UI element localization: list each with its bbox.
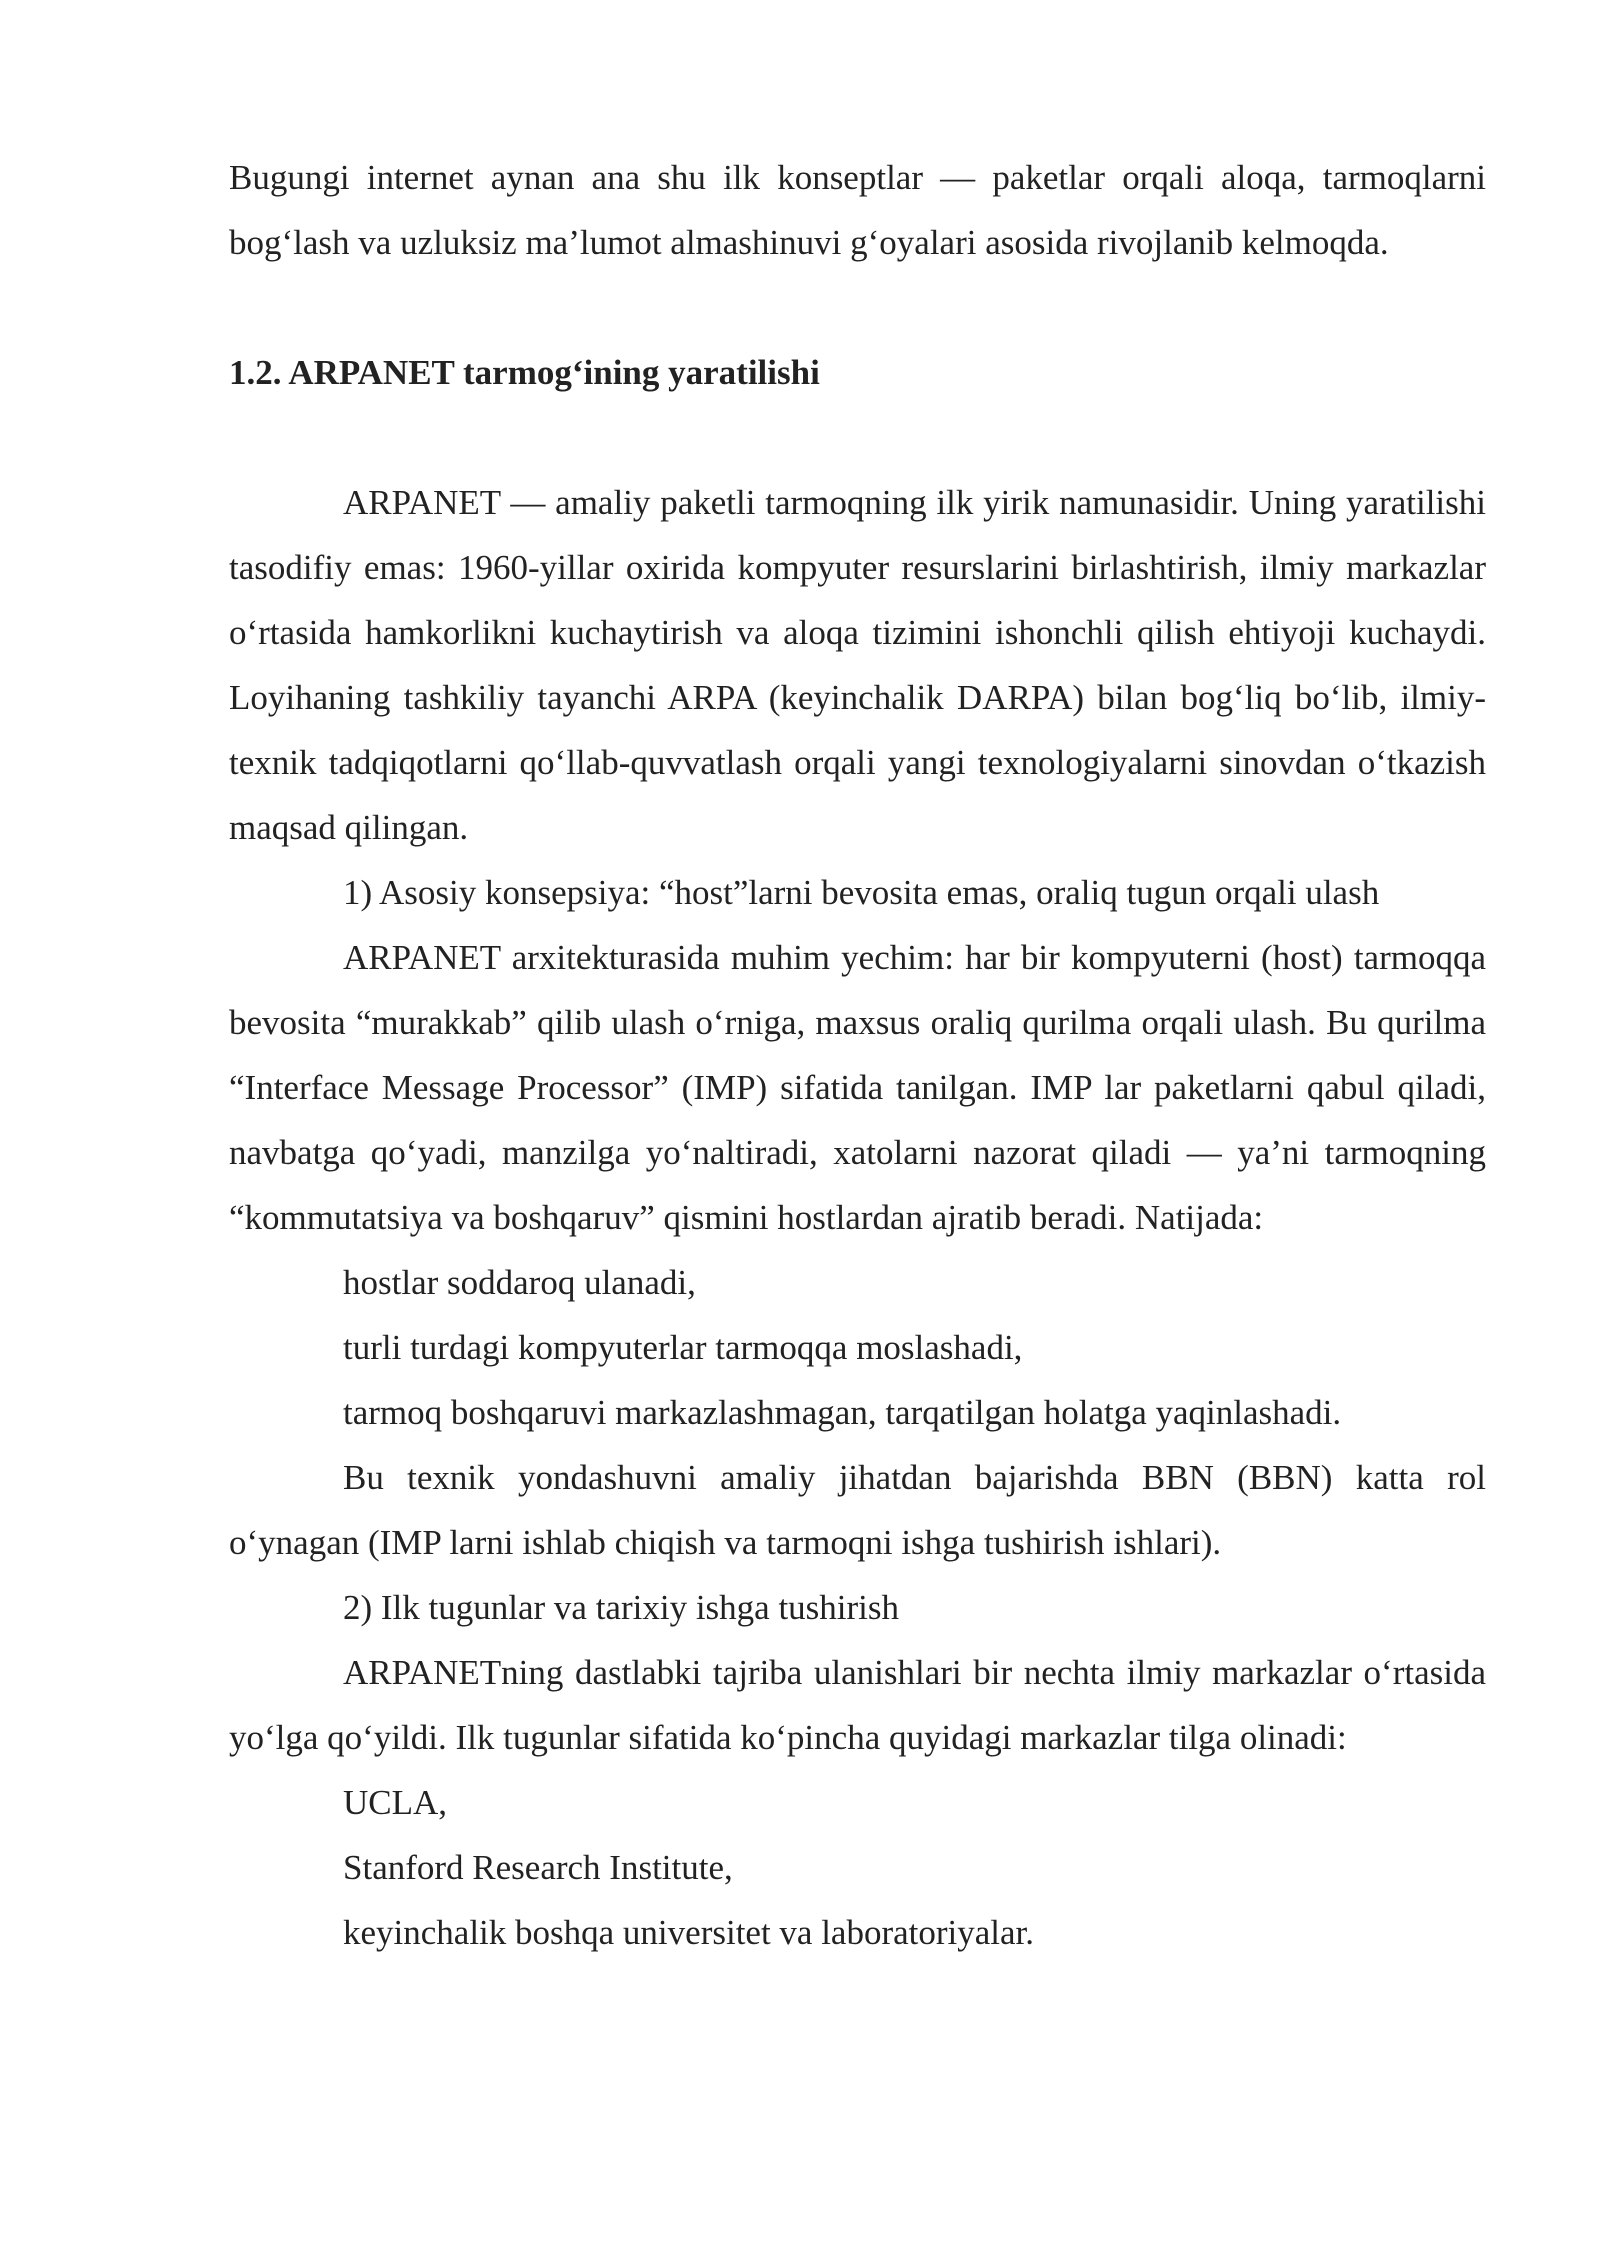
paragraph-first-connections: ARPANETning dastlabki tajriba ulanishlari bir nechta ilmiy markazlar o‘rtasida yo‘lga qo‘yildi. Ilk tugunlar sifatida ko‘pincha quyidagi markazlar tilga olinadi: bbox=[229, 1653, 1486, 1757]
list-item: Stanford Research Institute, bbox=[343, 1848, 733, 1887]
list-item: tarmoq boshqaruvi markazlashmagan, tarqatilgan holatga yaqinlashadi. bbox=[343, 1393, 1342, 1432]
list-item: UCLA, bbox=[343, 1783, 448, 1822]
paragraph-bbn-role: Bu texnik yondashuvni amaliy jihatdan bajarishda BBN (BBN) katta rol o‘ynagan (IMP larni ishlab chiqish va tarmoqni ishga tushirish ishlari). bbox=[229, 1458, 1486, 1562]
paragraph-imp-architecture: ARPANET arxitekturasida muhim yechim: har bir kompyuterni (host) tarmoqqa bevosita “murakkab” qilib ulash o‘rniga, maxsus oraliq qurilma orqali ulash. Bu qurilma “Interface Message Processor” (IMP) sifatida tanilgan. IMP lar paketlarni qabul qiladi, navbatga qo‘yadi, manzilga yo‘naltiradi, xatolarni nazorat qiladi — ya’ni tarmoqning “kommutatsiya va boshqaruv” qismini hostlardan ajratib beradi. Natijada: bbox=[229, 938, 1486, 1237]
intro-paragraph: Bugungi internet aynan ana shu ilk konseptlar — paketlar orqali aloqa, tarmoqlarni bog‘lash va uzluksiz ma’lumot almashinuvi g‘oyalari asosida rivojlanib kelmoqda. bbox=[229, 158, 1486, 262]
document-page bbox=[229, 145, 1486, 1965]
section-heading: 1.2. ARPANET tarmog‘ining yaratilishi bbox=[229, 353, 820, 392]
list-item: keyinchalik boshqa universitet va laboratoriyalar. bbox=[343, 1913, 1035, 1952]
list-item: turli turdagi kompyuterlar tarmoqqa moslashadi, bbox=[343, 1328, 1023, 1367]
list-item: hostlar soddaroq ulanadi, bbox=[343, 1263, 696, 1302]
subheading-concept: 1) Asosiy konsepsiya: “host”larni bevosita emas, oraliq tugun orqali ulash bbox=[343, 873, 1380, 912]
subheading-first-nodes: 2) Ilk tugunlar va tarixiy ishga tushirish bbox=[343, 1588, 900, 1627]
paragraph-arpanet-overview: ARPANET — amaliy paketli tarmoqning ilk yirik namunasidir. Uning yaratilishi tasodifiy emas: 1960-yillar oxirida kompyuter resurslarini birlashtirish, ilmiy markazlar o‘rtasida hamkorlikni kuchaytirish va aloqa tizimini ishonchli qilish ehtiyoji kuchaydi. Loyihaning tashkiliy tayanchi ARPA (keyinchalik DARPA) bilan bog‘liq bo‘lib, ilmiy-texnik tadqiqotlarni qo‘llab-quvvatlash orqali yangi texnologiyalarni sinovdan o‘tkazish maqsad qilingan. bbox=[229, 483, 1486, 847]
